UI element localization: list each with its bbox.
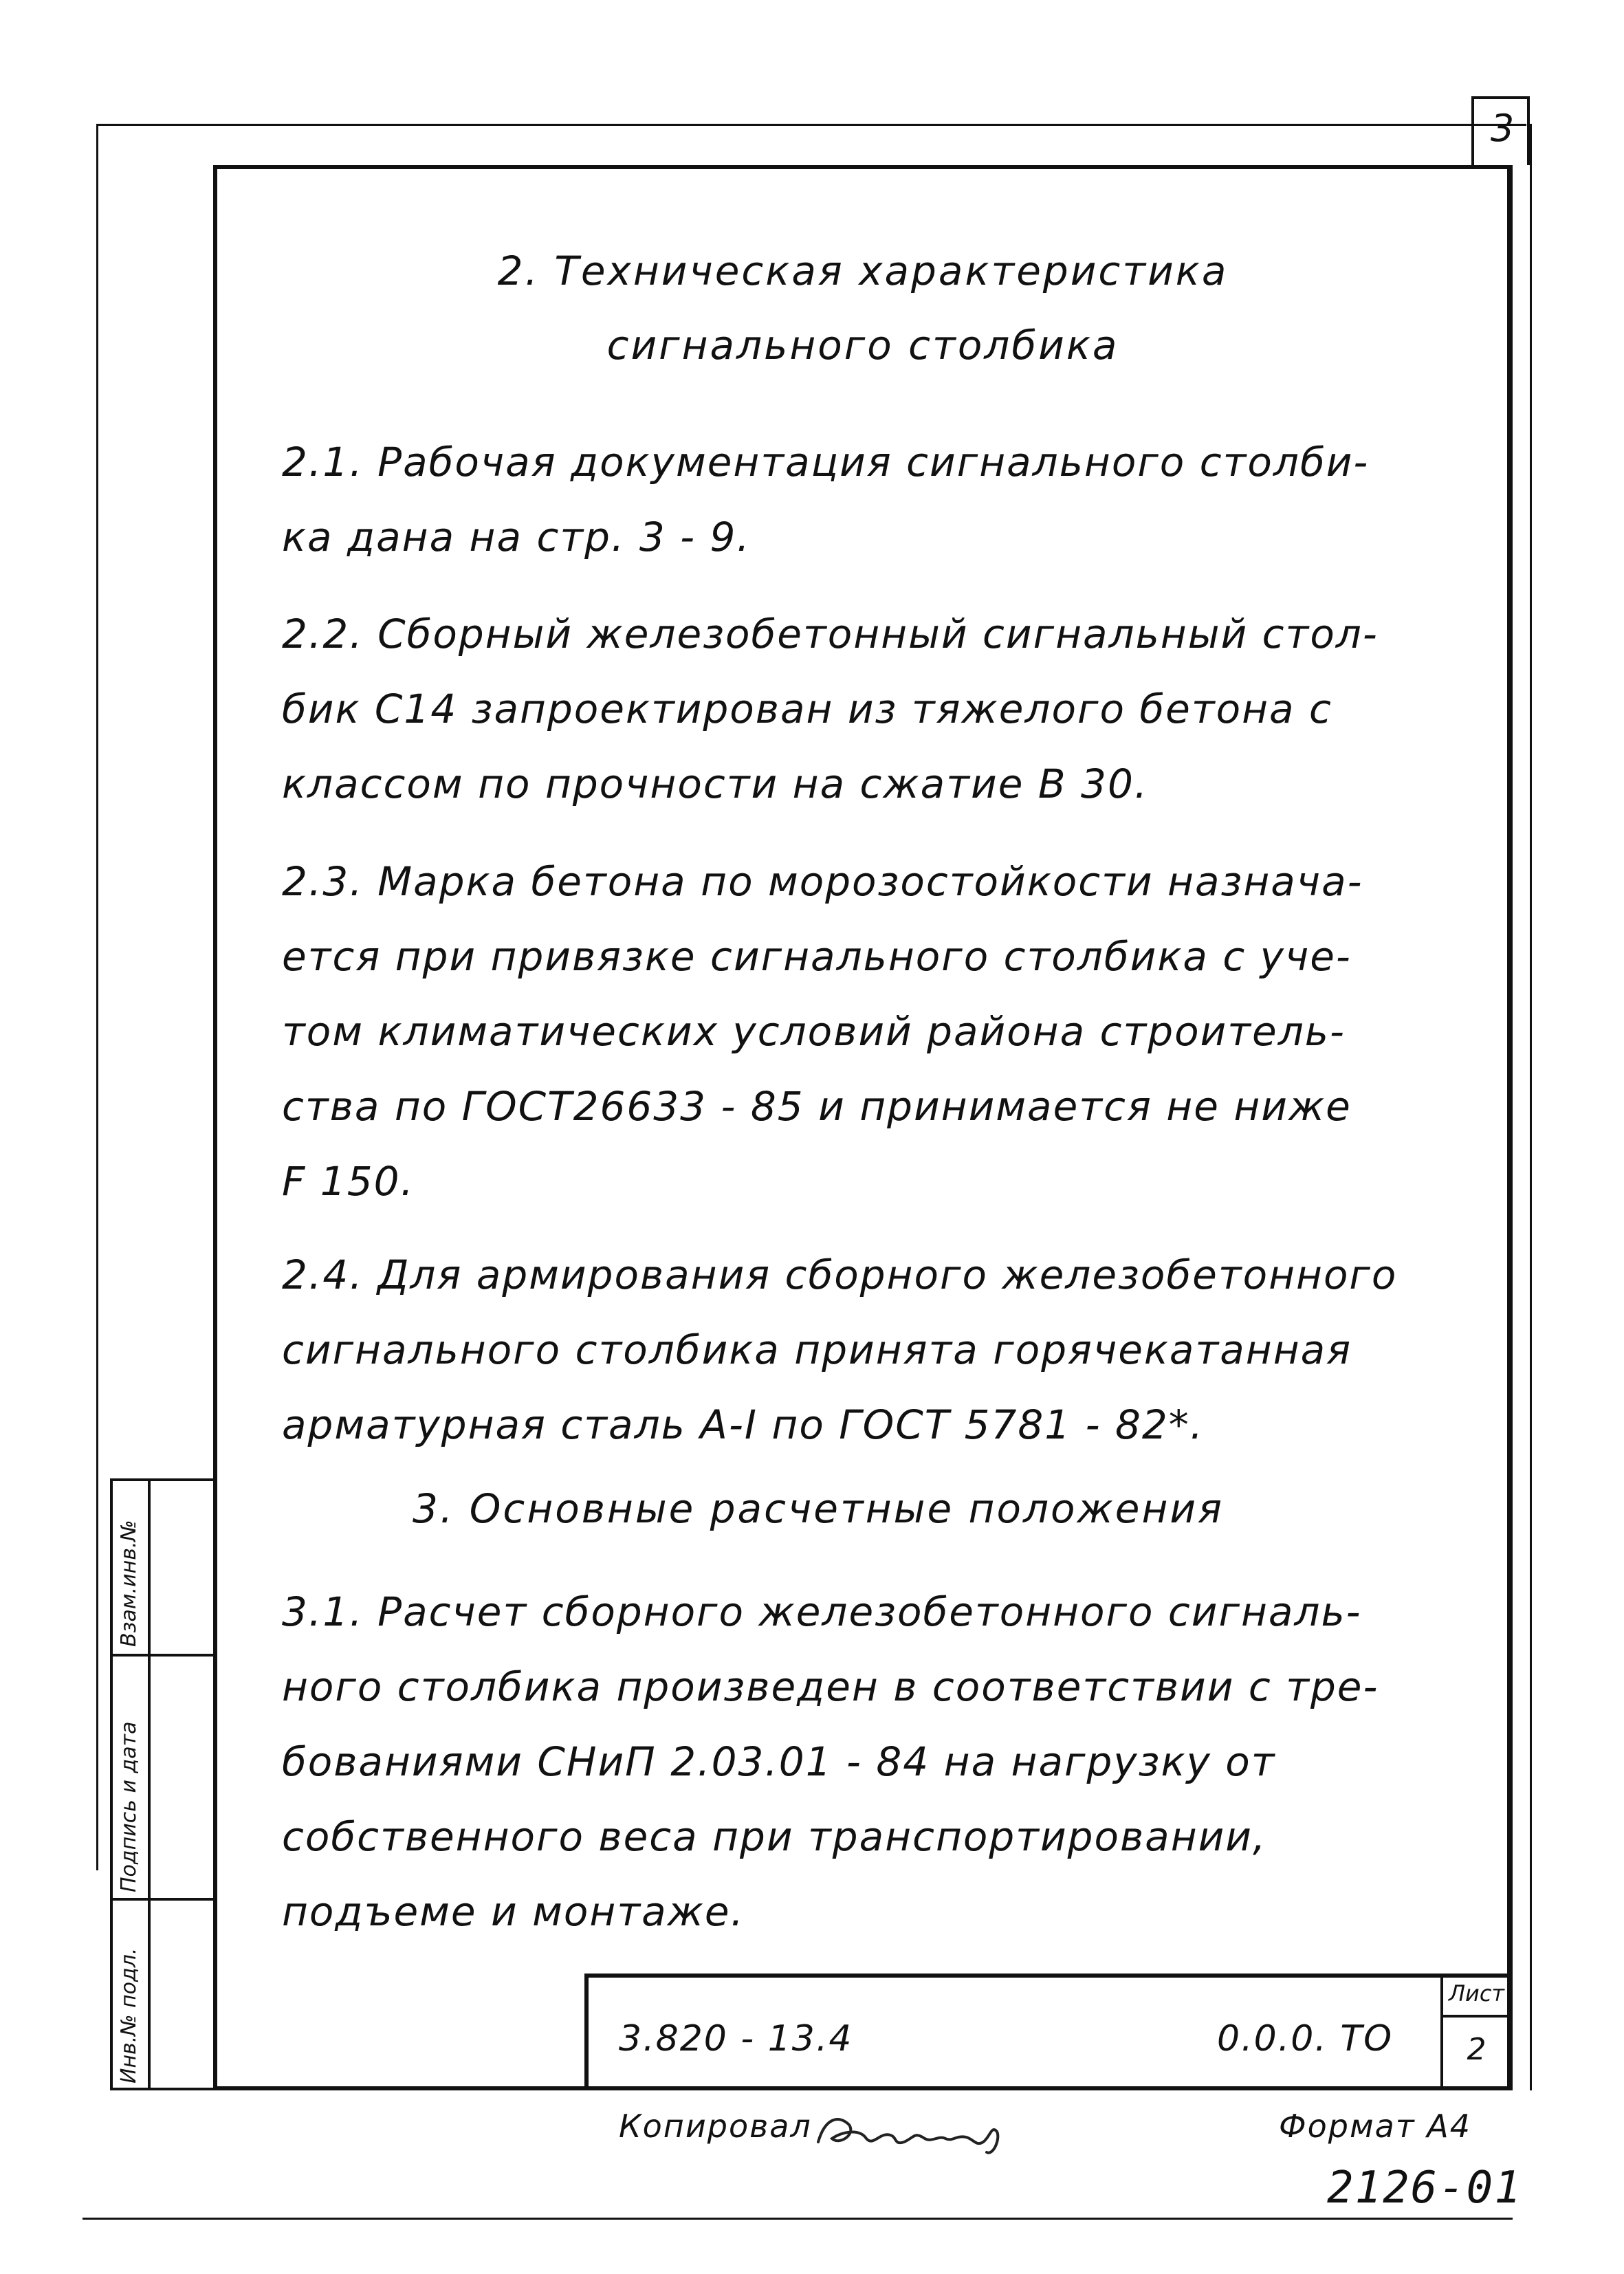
paragraph-2-4-line: сигнального столбика принята горячекатанная xyxy=(282,1326,1352,1373)
title-block-sheet-hline xyxy=(1440,2015,1513,2018)
paragraph-2-1 xyxy=(282,425,1464,575)
title-block-sheet-divider xyxy=(1440,1974,1443,2090)
paragraph-2-4 xyxy=(282,1238,1464,1463)
side-stamp-row-line xyxy=(110,1654,213,1657)
paragraph-2-2-line: классом по прочности на сжатие В 30. xyxy=(282,761,1149,807)
document-designation: 0.0.0. ТО xyxy=(1217,2018,1394,2059)
paragraph-2-3 xyxy=(282,844,1464,1219)
paragraph-2-3-line: ется при привязке сигнального столбика с уче- xyxy=(282,933,1352,980)
sheet-number: 2 xyxy=(1467,2032,1486,2067)
paragraph-3-1-line: 3.1. Расчет сборного железобетонного сигналь- xyxy=(282,1588,1362,1635)
paragraph-2-3-line: F 150. xyxy=(282,1158,415,1205)
side-label-vzam-inv: Взам.инв.№ xyxy=(117,1520,141,1647)
section-2-heading-line2: сигнального столбика xyxy=(606,322,1119,369)
paragraph-2-1-line: 2.1. Рабочая документация сигнального столби- xyxy=(282,439,1370,485)
paragraph-3-1-line: собственного веса при транспортировании, xyxy=(282,1813,1267,1860)
footer-copied-label: Копировал xyxy=(619,2108,812,2145)
paragraph-2-4-line: 2.4. Для армирования сборного железобетонного xyxy=(282,1251,1398,1298)
paragraph-3-1 xyxy=(282,1575,1464,1949)
sheet-bottom-line xyxy=(83,2218,1513,2220)
paragraph-3-1-line: бованиями СНиП 2.03.01 - 84 на нагрузку от xyxy=(282,1738,1276,1785)
side-label-podpis-data: Подпись и дата xyxy=(117,1721,141,1892)
footer-format: Формат А4 xyxy=(1279,2108,1471,2145)
document-code: 3.820 - 13.4 xyxy=(619,2018,853,2059)
side-label-inv-podl: Инв.№ подл. xyxy=(117,1947,141,2084)
paragraph-3-1-line: ного столбика произведен в соответствии с тре- xyxy=(282,1663,1379,1710)
paragraph-2-3-line: 2.3. Марка бетона по морозостойкости назнача- xyxy=(282,858,1363,905)
copyist-signature xyxy=(811,2104,1031,2159)
sheet-top-line xyxy=(96,124,1526,126)
paragraph-2-2-line: 2.2. Сборный железобетонный сигнальный стол- xyxy=(282,611,1379,657)
sheet-left-line xyxy=(96,124,98,1870)
side-stamp-bottom xyxy=(110,2088,213,2090)
paragraph-3-1-line: подъеме и монтаже. xyxy=(282,1888,745,1935)
page-number: 3 xyxy=(1490,107,1515,150)
section-2-heading-line1: 2. Техническая характеристика xyxy=(497,248,1229,294)
side-stamp-outer xyxy=(110,1478,113,2090)
sheet-label: Лист xyxy=(1448,1980,1505,2007)
paragraph-2-4-line: арматурная сталь А-I по ГОСТ 5781 - 82*. xyxy=(282,1401,1205,1448)
paragraph-2-3-line: ства по ГОСТ26633 - 85 и принимается не ниже xyxy=(282,1083,1352,1130)
sheet-right-line xyxy=(1530,124,1532,2090)
paragraph-2-3-line: том климатических условий района строитель- xyxy=(282,1008,1346,1055)
side-stamp-divider xyxy=(148,1478,151,2090)
paragraph-2-2-line: бик С14 запроектирован из тяжелого бетона с xyxy=(282,686,1332,732)
footer-archive-number: 2126-01 xyxy=(1327,2163,1522,2213)
paragraph-2-1-line: ка дана на стр. 3 - 9. xyxy=(282,514,751,560)
paragraph-2-2 xyxy=(282,597,1464,822)
section-3-heading: 3. Основные расчетные положения xyxy=(413,1485,1224,1532)
side-stamp-row-line xyxy=(110,1898,213,1901)
